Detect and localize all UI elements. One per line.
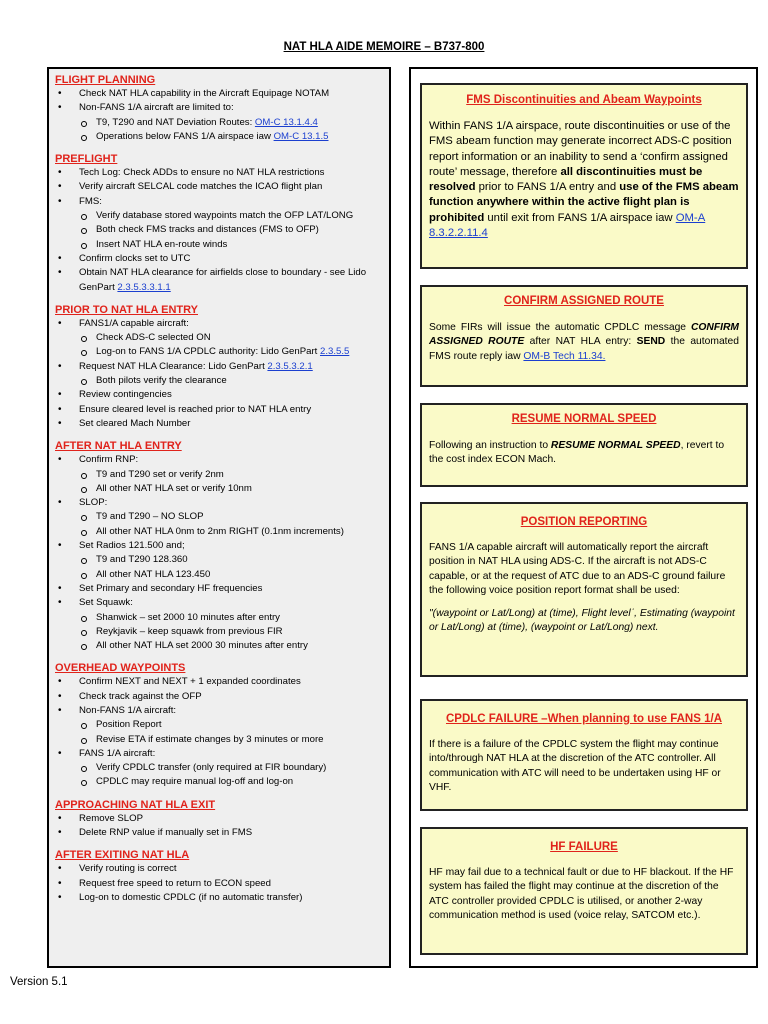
list-item: • Obtain NAT HLA clearance for airfields close to boundary - see Lido GenPart 2.3.5.3.3.1.1 <box>55 266 383 295</box>
box-cpdlc-failure <box>420 699 748 811</box>
list-item: • Verify aircraft SELCAL code matches the ICAO flight plan <box>55 180 383 194</box>
link-lido-2-3-5-3-3-1-1[interactable]: 2.3.5.3.3.1.1 <box>117 281 171 293</box>
box-title: POSITION REPORTING <box>520 516 648 528</box>
list-item: • Confirm clocks set to UTC <box>55 252 383 266</box>
list-item: Log-on to FANS 1/A CPDLC authority: Lido GenPart 2.3.5.5 <box>79 345 383 359</box>
heading-preflight: PREFLIGHT <box>55 153 118 166</box>
list-item: • Check NAT HLA capability in the Aircraft Equipage NOTAM <box>55 87 383 101</box>
list-item: Both check FMS tracks and distances (FMS to OFP) <box>79 223 383 237</box>
box-fms-discontinuities <box>420 83 748 269</box>
list-item: Position Report <box>79 718 383 732</box>
box-title: CONFIRM ASSIGNED ROUTE <box>504 295 664 307</box>
heading-flight-planning: FLIGHT PLANNING <box>55 74 156 86</box>
list-item: Reykjavik – keep squawk from previous FIR <box>79 625 383 639</box>
heading-prior-to-entry: PRIOR TO NAT HLA ENTRY <box>55 303 198 316</box>
notes-panel <box>409 67 758 968</box>
list-item: • Ensure cleared level is reached prior to NAT HLA entry <box>55 403 383 417</box>
box-body: HF may fail due to a technical fault or due to HF blackout. If the HF system has failed the flight may continue at the discretion of the ATC controller provided CPDLC is utilised, or another 2-way communication method is used (voice relay, SATCOM etc.). <box>429 867 734 921</box>
list-item: T9 and T290 set or verify 2nm <box>79 468 383 482</box>
list-item: • Set Squawk: Shanwick – set 2000 10 minutes after entry Reykjavik – keep squawk from previous FIR All other NAT HLA set 2000 30 minutes after entry <box>55 596 383 653</box>
list-after-entry <box>55 453 383 653</box>
list-item: All other NAT HLA 0nm to 2nm RIGHT (0.1nm increments) <box>79 525 383 539</box>
link-om-b-tech-11-34[interactable]: OM-B Tech 11.34. <box>523 350 606 362</box>
heading-after-entry: AFTER NAT HLA ENTRY <box>55 440 182 453</box>
box-resume-normal-speed <box>420 403 748 487</box>
box-position-reporting <box>420 502 748 677</box>
list-prior-to-entry <box>55 317 383 431</box>
list-item: • Confirm RNP: T9 and T290 set or verify 2nm All other NAT HLA set or verify 10nm <box>55 453 383 496</box>
checklist-panel <box>47 67 391 968</box>
list-item: • Tech Log: Check ADDs to ensure no NAT HLA restrictions <box>55 166 383 180</box>
list-item: T9, T290 and NAT Deviation Routes: OM-C 13.1.4.4 <box>79 116 383 130</box>
list-overhead-waypoints <box>55 675 383 789</box>
list-item: • FMS: Verify database stored waypoints match the OFP LAT/LONG Both check FMS tracks and distances (FMS to OFP) Insert NAT HLA en-route winds <box>55 195 383 252</box>
list-item: • Log-on to domestic CPDLC (if no automatic transfer) <box>55 891 383 905</box>
heading-approaching-exit: APPROACHING NAT HLA EXIT <box>55 798 216 811</box>
list-item: • Request NAT HLA Clearance: Lido GenPart 2.3.5.3.2.1 Both pilots verify the clearance <box>55 360 383 389</box>
list-item: Operations below FANS 1/A airspace iaw OM-C 13.1.5 <box>79 130 383 144</box>
list-item: • Set Radios 121.500 and; T9 and T290 128.360 All other NAT HLA 123.450 <box>55 539 383 582</box>
list-item: CPDLC may require manual log-off and log-on <box>79 775 383 789</box>
box-title: FMS Discontinuities and Abeam Waypoints <box>466 94 702 106</box>
list-item: Insert NAT HLA en-route winds <box>79 238 383 252</box>
box-body: If there is a failure of the CPDLC system the flight may continue into/through NAT HLA at the discretion of the ATC controller. All communication with ATC will need to be undertaken using HF or VHF. <box>429 739 721 793</box>
box-confirm-assigned-route <box>420 285 748 387</box>
list-item: Shanwick – set 2000 10 minutes after entry <box>79 611 383 625</box>
list-item: • Request free speed to return to ECON speed <box>55 877 383 891</box>
list-item: • Set cleared Mach Number <box>55 417 383 431</box>
box-body: Some FIRs will issue the automatic CPDLC message CONFIRM ASSIGNED ROUTE after NAT HLA entry: SEND the automated FMS route reply iaw OM-B Tech 11.34. <box>429 322 739 362</box>
list-item: All other NAT HLA set 2000 30 minutes after entry <box>79 639 383 653</box>
link-om-c-13-1-4-4[interactable]: OM-C 13.1.4.4 <box>254 116 318 128</box>
list-preflight <box>55 166 383 295</box>
box-body: Following an instruction to RESUME NORMAL SPEED, revert to the cost index ECON Mach. <box>429 440 725 466</box>
list-after-exit <box>55 862 383 905</box>
link-om-a-8-3-2-2-11-4[interactable]: OM-A 8.3.2.2.11.4 <box>429 211 706 240</box>
box-title: HF FAILURE <box>550 841 618 853</box>
list-item: • Non-FANS 1/A aircraft: Position Report Revise ETA if estimate changes by 3 minutes or more <box>55 704 383 747</box>
list-item: • Set Primary and secondary HF frequencies <box>55 582 383 596</box>
list-item: • Confirm NEXT and NEXT + 1 expanded coordinates <box>55 675 383 689</box>
list-item: T9 and T290 – NO SLOP <box>79 510 383 524</box>
list-item: All other NAT HLA 123.450 <box>79 568 383 582</box>
link-lido-2-3-5-3-2-1[interactable]: 2.3.5.3.2.1 <box>267 360 313 372</box>
list-item: • SLOP: T9 and T290 – NO SLOP All other NAT HLA 0nm to 2nm RIGHT (0.1nm increments) <box>55 496 383 539</box>
list-item: Check ADS-C selected ON <box>79 331 383 345</box>
list-item: • Remove SLOP <box>55 812 383 826</box>
page-title: NAT HLA AIDE MEMOIRE – B737-800 <box>283 41 485 53</box>
list-item: • FANS 1/A aircraft: Verify CPDLC transfer (only required at FIR boundary) CPDLC may require manual log-off and log-on <box>55 747 383 790</box>
list-item: Verify CPDLC transfer (only required at FIR boundary) <box>79 761 383 775</box>
list-item: • Check track against the OFP <box>55 690 383 704</box>
list-item: • FANS1/A capable aircraft: Check ADS-C selected ON Log-on to FANS 1/A CPDLC authority: Lido GenPart 2.3.5.5 <box>55 317 383 360</box>
box-title: CPDLC FAILURE –When planning to use FANS 1/A <box>445 713 722 725</box>
list-item: • Review contingencies <box>55 388 383 402</box>
list-item: • Verify routing is correct <box>55 862 383 876</box>
list-item: Revise ETA if estimate changes by 3 minutes or more <box>79 733 383 747</box>
box-title: RESUME NORMAL SPEED <box>511 413 657 425</box>
box-hf-failure <box>420 827 748 955</box>
link-lido-2-3-5-5[interactable]: 2.3.5.5 <box>319 346 350 358</box>
heading-after-exit: AFTER EXITING NAT HLA <box>55 849 190 862</box>
list-item: • Non-FANS 1/A aircraft are limited to: T9, T290 and NAT Deviation Routes: OM-C 13.1.4.4 Operations below FANS 1/A airspace iaw OM-C 13.1.5 <box>55 101 383 144</box>
list-flight-planning <box>55 87 383 144</box>
box-body-italic: "(waypoint or Lat/Long) at (time), Flight levelˈ, Estimating (waypoint or Lat/Long) at (time), (waypoint or Lat/Long) next. <box>429 608 735 634</box>
list-item: T9 and T290 128.360 <box>79 553 383 567</box>
link-om-c-13-1-5[interactable]: OM-C 13.1.5 <box>273 130 329 142</box>
heading-overhead-waypoints: OVERHEAD WAYPOINTS <box>55 662 186 675</box>
version-label: Version 5.1 <box>10 976 68 988</box>
list-item: Both pilots verify the clearance <box>79 374 383 388</box>
list-item: Verify database stored waypoints match the OFP LAT/LONG <box>79 209 383 223</box>
box-body: Within FANS 1/A airspace, route discontinuities or use of the FMS abeam function may generate incorrect ADS-C position report information or an inability to send a ‘confirm assigned route’ message, therefore all discontinuities must be resolved prior to FANS 1/A entry and use of the FMS abeam function anywhere within the active flight plan is prohibited until exit from FANS 1/A airspace iaw OM-A 8.3.2.2.11.4 <box>429 120 739 240</box>
list-item: All other NAT HLA set or verify 10nm <box>79 482 383 496</box>
list-item: • Delete RNP value if manually set in FMS <box>55 826 383 840</box>
list-approaching-exit <box>55 812 383 841</box>
box-body: FANS 1/A capable aircraft will automatically report the aircraft position in NAT HLA using ADS-C. If the aircraft is not ADS-C capable, or at the request of ATC due to an ADS-C ground failure the following voice position report format shall be used: <box>429 542 726 596</box>
